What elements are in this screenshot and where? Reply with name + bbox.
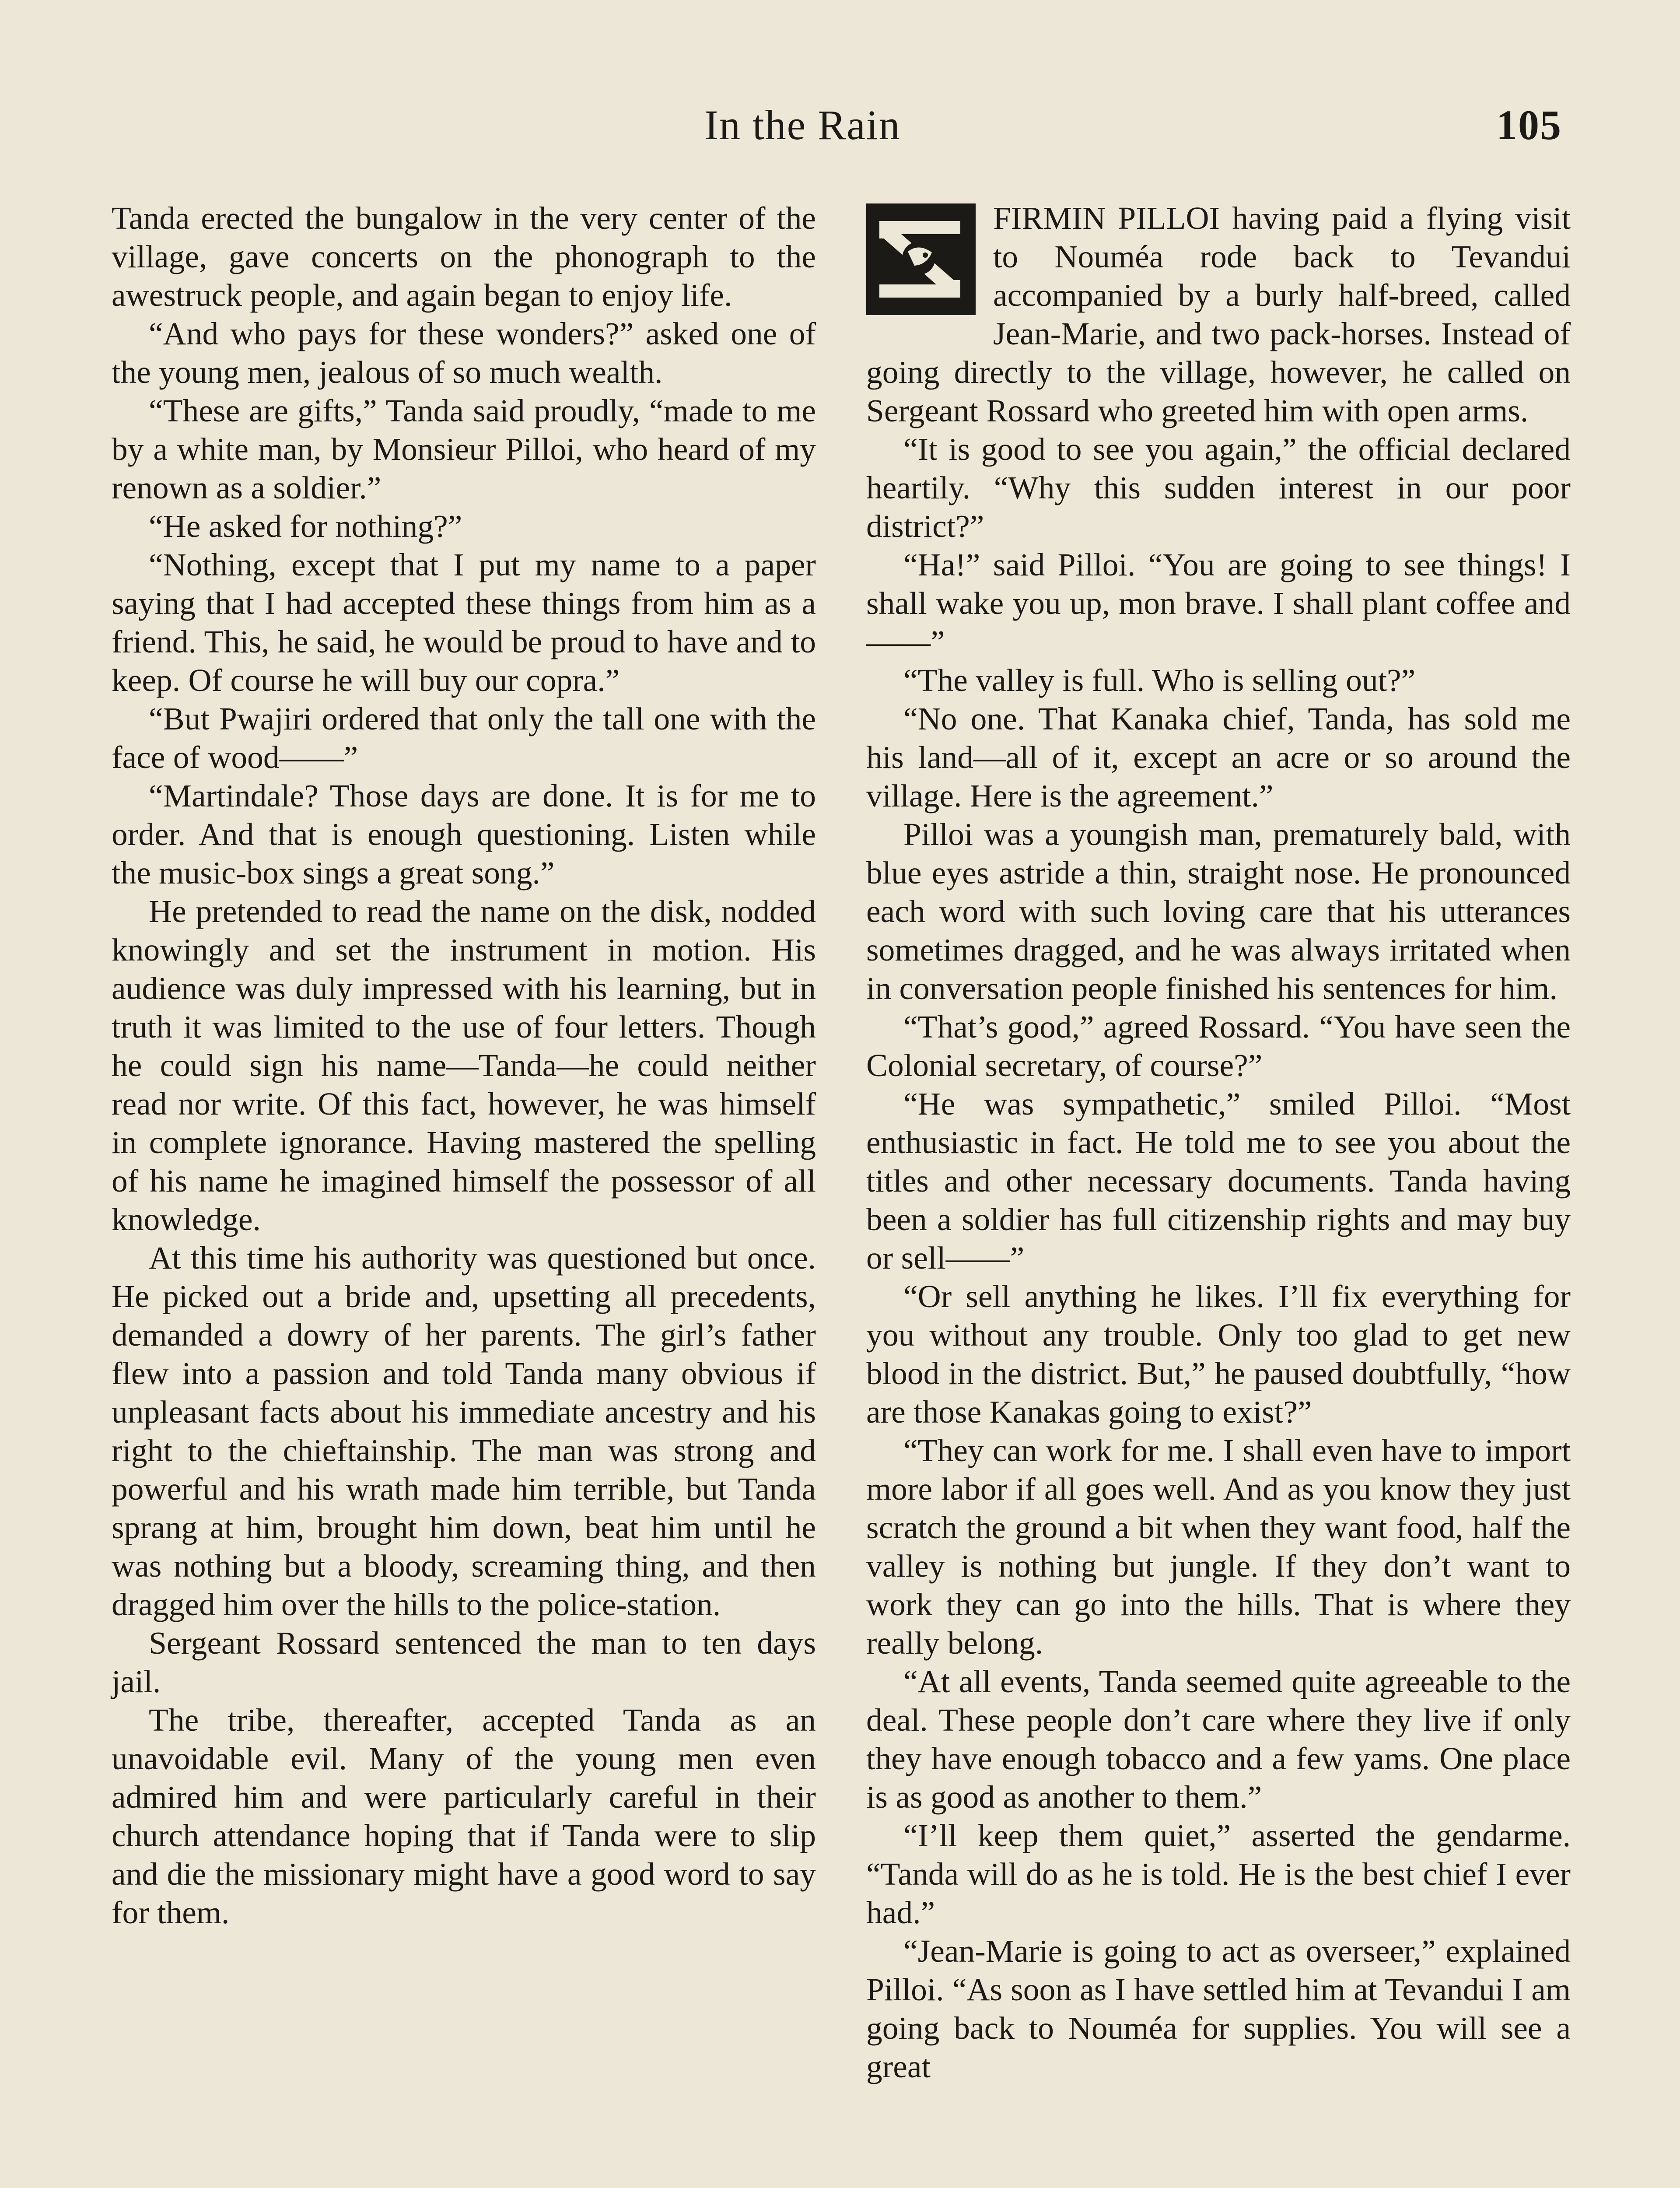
paragraph: Pilloi was a youngish man, prematurely bald, with blue eyes astride a thin, straight nose. He pronounced each word with such loving care that his utterances sometimes dragged, and he was always irritated when in conversation people finished his sentences for him. bbox=[866, 817, 1571, 1006]
paragraph: “It is good to see you again,” the official declared heartily. “Why this sudden interest in our poor district?” bbox=[866, 431, 1571, 544]
paragraph: “And who pays for these wonders?” asked one of the young men, jealous of so much wealth. bbox=[112, 316, 816, 390]
decorative-drop-cap-icon bbox=[866, 203, 976, 315]
paragraph: “Martindale? Those days are done. It is for me to order. And that is enough questioning. Listen while the music-box sings a great song.” bbox=[112, 778, 816, 891]
paragraph: “But Pwajiri ordered that only the tall one with the face of wood——” bbox=[112, 701, 816, 775]
paragraph: “Nothing, except that I put my name to a paper saying that I had accepted these things from him as a friend. This, he said, he would be proud to have and to keep. Of course he will buy our copra.” bbox=[112, 547, 816, 698]
page-number: 105 bbox=[1496, 102, 1562, 148]
paragraph: At this time his authority was questioned but once. He picked out a bride and, upsetting all precedents, demanded a dowry of her parents. The girl’s father flew into a passion and told Tanda many obvious if unpleasant facts about his immediate ancestry and his right to the chieftainship. The man was strong and powerful and his wrath made him terrible, but Tanda sprang at him, brought him down, beat him until he was nothing but a bloody, screaming thing, and then dragged him over the hills to the police-station. bbox=[112, 1240, 816, 1622]
paragraph: “He was sympathetic,” smiled Pilloi. “Most enthusiastic in fact. He told me to see you about the titles and other necessary documents. Tanda having been a soldier has full citizenship rights and may buy or sell——” bbox=[866, 1086, 1571, 1276]
paragraph: “They can work for me. I shall even have to import more labor if all goes well. And as you know they just scratch the ground a bit when they want food, half the valley is nothing but jungle. If they don’t want to work they can go into the hills. That is where they really belong. bbox=[866, 1433, 1571, 1661]
paragraph: “I’ll keep them quiet,” asserted the gendarme. “Tanda will do as he is told. He is the best chief I ever had.” bbox=[866, 1818, 1571, 1930]
paragraph: “No one. That Kanaka chief, Tanda, has sold me his land—all of it, except an acre or so around the village. Here is the agreement.” bbox=[866, 701, 1571, 813]
paragraph: “That’s good,” agreed Rossard. “You have seen the Colonial secretary, of course?” bbox=[866, 1009, 1571, 1083]
paragraph: “Or sell anything he likes. I’ll fix everything for you without any trouble. Only too glad to get new blood in the district. But,” he paused doubtfully, “how are those Kanakas going to exist?” bbox=[866, 1279, 1571, 1430]
paragraph: “Jean-Marie is going to act as overseer,” explained Pilloi. “As soon as I have settled him at Tevandui I am going back to Nouméa for supplies. You will see a great bbox=[866, 1933, 1571, 2084]
right-column bbox=[866, 199, 1571, 2086]
paragraph: The tribe, thereafter, accepted Tanda as an unavoidable evil. Many of the young men even admired him and were particularly careful in their church attendance hoping that if Tanda were to slip and die the missionary might have a good word to say for them. bbox=[112, 1702, 816, 1930]
paragraph: “Ha!” said Pilloi. “You are going to see things! I shall wake you up, mon brave. I shall plant coffee and——” bbox=[866, 547, 1571, 659]
opening-paragraph: FIRMIN PILLOI having paid a flying visit to Nouméa rode back to Tevandui accompanied by a burly half-breed, called Jean-Marie, and two pack-horses. Instead of going directly to the village, however, he called on Sergeant Rossard who greeted him with open arms. bbox=[866, 200, 1571, 428]
left-column bbox=[112, 199, 816, 1932]
page-header bbox=[0, 101, 1680, 158]
paragraph: “These are gifts,” Tanda said proudly, “made to me by a white man, by Monsieur Pilloi, who heard of my renown as a soldier.” bbox=[112, 393, 816, 505]
paragraph: “He asked for nothing?” bbox=[149, 508, 462, 544]
running-head: In the Rain bbox=[704, 102, 901, 148]
paragraph: “The valley is full. Who is selling out?” bbox=[903, 663, 1416, 698]
paragraph: He pretended to read the name on the disk, nodded knowingly and set the instrument in motion. His audience was duly impressed with his learning, but in truth it was limited to the use of four letters. Though he could sign his name—Tanda—he could neither read nor write. Of this fact, however, he was himself in complete ignorance. Having mastered the spelling of his name he imagined himself the possessor of all knowledge. bbox=[112, 894, 816, 1237]
paragraph: Tanda erected the bungalow in the very center of the village, gave concerts on the phonograph to the awestruck people, and again began to enjoy life. bbox=[112, 200, 816, 313]
paragraph: “At all events, Tanda seemed quite agreeable to the deal. These people don’t care where they live if only they have enough tobacco and a few yams. One place is as good as another to them.” bbox=[866, 1664, 1571, 1815]
paragraph: Sergeant Rossard sentenced the man to ten days jail. bbox=[112, 1625, 816, 1699]
